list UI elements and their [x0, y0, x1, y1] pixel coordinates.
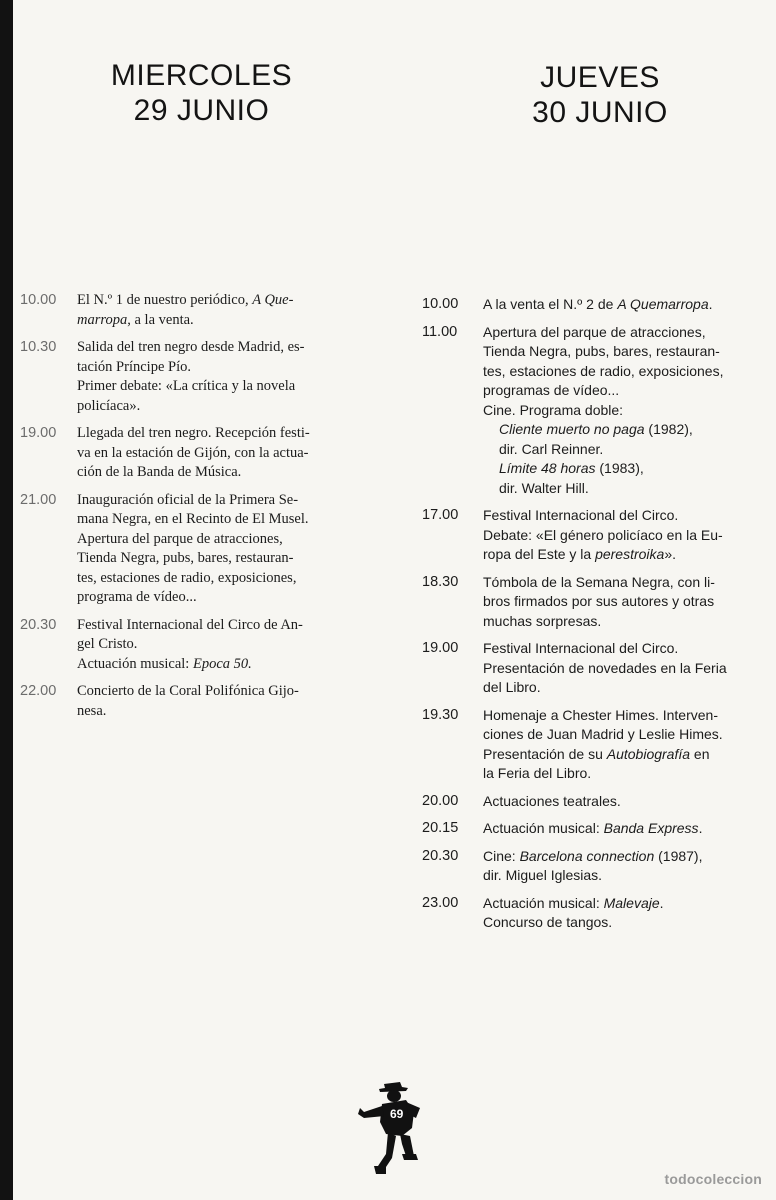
- event-time: 19.00: [20, 425, 57, 441]
- text-run: , a la venta.: [127, 311, 194, 328]
- event-description: [77, 682, 367, 721]
- italic-text: Cliente muerto no paga: [499, 421, 645, 437]
- event-time: 22.00: [20, 683, 57, 699]
- text-run: (1987),: [654, 847, 703, 864]
- event-description: [483, 894, 770, 933]
- text-run: Actuación musical:: [77, 655, 193, 672]
- event-time: 17.00: [422, 507, 459, 523]
- description-line: [483, 545, 770, 565]
- description-line: [77, 358, 367, 378]
- italic-text: Autobiografía: [606, 745, 691, 762]
- event-time: 23.00: [422, 894, 459, 911]
- text-run: muchas sorpresas.: [483, 612, 602, 629]
- description-line: [77, 311, 367, 331]
- text-run: Apertura del parque de atracciones,: [483, 323, 706, 340]
- description-line: [483, 913, 770, 933]
- text-run: Actuación musical:: [483, 894, 604, 911]
- logo-number: 69: [390, 1107, 404, 1121]
- event-description: [483, 323, 770, 499]
- schedule-entry: [422, 506, 770, 565]
- event-time: 11.00: [422, 323, 458, 340]
- description-line: [77, 491, 367, 511]
- text-run: Cine. Programa doble:: [483, 401, 624, 418]
- text-run: .: [698, 820, 703, 836]
- event-description: [483, 847, 770, 886]
- italic-text: perestroika: [595, 546, 665, 562]
- schedule-entry: [20, 682, 367, 721]
- text-run: ropa del Este y la: [483, 546, 596, 562]
- text-run: Tienda Negra, pubs, bares, restauran-: [483, 343, 720, 359]
- text-run: Llegada del tren negro. Recepción festi-: [77, 425, 310, 441]
- description-line: [77, 424, 367, 444]
- event-description: [483, 295, 770, 315]
- text-run: bros firmados por sus autores y otras: [483, 593, 715, 609]
- description-line: [483, 592, 770, 612]
- schedule-entry: [422, 847, 770, 886]
- description-line: [483, 745, 770, 765]
- event-time: 18.30: [422, 573, 459, 590]
- event-time: 21.00: [20, 491, 57, 508]
- event-description: [77, 338, 367, 416]
- text-run: Presentación de novedades en la Feria: [483, 659, 727, 676]
- description-line: [77, 569, 367, 589]
- event-time: 20.30: [20, 616, 57, 633]
- text-run: nesa.: [77, 702, 107, 719]
- event-time: 19.00: [422, 640, 459, 656]
- event-description: [77, 491, 367, 608]
- description-line: [483, 401, 770, 421]
- description-line: [77, 463, 367, 483]
- description-line: [483, 573, 770, 593]
- text-run: (1983),: [595, 460, 644, 476]
- description-line: [483, 792, 770, 812]
- schedule-entry: [422, 639, 770, 698]
- description-line: [483, 526, 770, 546]
- description-line: [483, 323, 770, 343]
- description-line: [77, 377, 367, 397]
- description-line: [77, 291, 367, 311]
- schedule-entry: [20, 338, 367, 416]
- description-line: [77, 702, 367, 722]
- event-time: 20.00: [422, 792, 459, 809]
- schedule-entry: [20, 291, 367, 330]
- text-run: Inauguración oficial de la Primera Se-: [77, 491, 299, 508]
- wednesday-schedule: [20, 291, 367, 729]
- italic-text: Barcelona connection: [519, 847, 655, 864]
- description-line: [483, 440, 770, 460]
- event-time: 20.15: [422, 820, 459, 836]
- event-description: [483, 506, 770, 565]
- text-run: Festival Internacional del Circo de An-: [77, 616, 303, 633]
- schedule-entry: [422, 894, 770, 933]
- text-run: del Libro.: [483, 679, 541, 695]
- italic-text: Límite 48 horas: [499, 460, 596, 476]
- text-run: Festival Internacional del Circo.: [483, 507, 679, 523]
- italic-text: A Quemarropa: [617, 296, 709, 312]
- text-run: dir. Carl Reinner.: [499, 440, 604, 457]
- description-line: [77, 635, 367, 655]
- schedule-entry: [422, 819, 770, 839]
- event-description: [483, 706, 770, 784]
- text-run: Presentación de su: [483, 745, 607, 762]
- event-description: [77, 291, 367, 330]
- event-time: 10.30: [20, 339, 57, 355]
- text-run: tes, estaciones de radio, exposiciones,: [483, 362, 724, 379]
- italic-text: marropa: [77, 311, 128, 328]
- text-run: gel Cristo.: [77, 636, 138, 652]
- description-line: [77, 338, 367, 358]
- schedule-entry: [422, 323, 770, 499]
- italic-text: Banda Express: [603, 820, 699, 836]
- thursday-schedule: [422, 295, 770, 941]
- description-line: [483, 459, 770, 479]
- text-run: Primer debate: «La crítica y la novela: [77, 378, 296, 394]
- text-run: Debate: «El género policíaco en la Eu-: [483, 526, 723, 543]
- description-line: [77, 530, 367, 550]
- thursday-heading: [485, 60, 715, 130]
- text-run: va en la estación de Gijón, con la actua-: [77, 444, 309, 461]
- description-line: [483, 659, 770, 679]
- text-run: Cine:: [483, 847, 520, 864]
- text-run: tación Príncipe Pío.: [77, 358, 191, 375]
- description-line: [483, 866, 770, 886]
- event-time: 10.00: [20, 292, 57, 308]
- description-line: [483, 342, 770, 362]
- event-description: [483, 792, 770, 812]
- watermark: todocoleccion: [664, 1171, 762, 1187]
- date-label: 29 JUNIO: [133, 94, 270, 127]
- text-run: en: [690, 745, 710, 762]
- text-run: Actuación musical:: [483, 820, 604, 836]
- description-line: [483, 612, 770, 632]
- description-line: [483, 894, 770, 914]
- description-line: [483, 678, 770, 698]
- text-run: mana Negra, en el Recinto de El Musel.: [77, 511, 309, 527]
- text-run: Apertura del parque de atracciones,: [77, 530, 283, 547]
- italic-text: Malevaje: [603, 894, 660, 911]
- text-run: programas de vídeo...: [483, 382, 620, 398]
- text-run: .: [708, 296, 713, 312]
- text-run: la Feria del Libro.: [483, 765, 592, 781]
- text-run: programa de vídeo...: [77, 589, 197, 605]
- schedule-entry: [422, 295, 770, 315]
- text-run: Homenaje a Chester Himes. Interven-: [483, 706, 718, 723]
- description-line: [483, 420, 770, 440]
- description-line: [77, 549, 367, 569]
- text-run: ción de la Banda de Música.: [77, 464, 242, 480]
- event-time: 20.30: [422, 847, 459, 864]
- text-run: Actuaciones teatrales.: [483, 792, 621, 809]
- description-line: [483, 639, 770, 659]
- text-run: Salida del tren negro desde Madrid, es-: [77, 339, 305, 355]
- schedule-entry: [20, 616, 367, 675]
- description-line: [483, 764, 770, 784]
- italic-text: Epoca 50.: [192, 655, 252, 672]
- description-line: [483, 819, 770, 839]
- description-line: [77, 588, 367, 608]
- description-line: [77, 510, 367, 530]
- description-line: [77, 616, 367, 636]
- text-run: Concurso de tangos.: [483, 914, 613, 930]
- schedule-entry: [422, 792, 770, 812]
- day-label: MIERCOLES: [110, 59, 293, 92]
- text-run: Concierto de la Coral Polifónica Gijo-: [77, 683, 299, 699]
- text-run: dir. Walter Hill.: [499, 479, 589, 496]
- event-description: [483, 573, 770, 632]
- schedule-entry: [422, 706, 770, 784]
- description-line: [77, 655, 367, 675]
- description-line: [483, 381, 770, 401]
- text-run: El N.º 1 de nuestro periódico,: [77, 292, 253, 308]
- description-line: [483, 706, 770, 726]
- text-run: Tienda Negra, pubs, bares, restauran-: [77, 550, 294, 566]
- text-run: .: [659, 894, 664, 911]
- text-run: policíaca».: [77, 397, 141, 414]
- date-label: 30 JUNIO: [532, 96, 668, 129]
- description-line: [483, 479, 770, 499]
- running-man-icon: [356, 1078, 426, 1182]
- text-run: Festival Internacional del Circo.: [483, 640, 679, 656]
- schedule-entry: [20, 491, 367, 608]
- description-line: [483, 847, 770, 867]
- text-run: tes, estaciones de radio, exposiciones,: [77, 569, 297, 586]
- schedule-entry: [20, 424, 367, 483]
- event-description: [483, 639, 770, 698]
- text-run: ».: [664, 546, 677, 562]
- description-line: [483, 295, 770, 315]
- description-line: [77, 444, 367, 464]
- text-run: A la venta el N.º 2 de: [483, 296, 618, 312]
- event-time: 10.00: [422, 296, 459, 312]
- event-description: [77, 616, 367, 675]
- description-line: [483, 725, 770, 745]
- description-line: [483, 506, 770, 526]
- wednesday-heading: [99, 58, 304, 128]
- schedule-entry: [422, 573, 770, 632]
- description-line: [77, 682, 367, 702]
- text-run: (1982),: [644, 421, 693, 437]
- description-line: [483, 362, 770, 382]
- text-run: ciones de Juan Madrid y Leslie Himes.: [483, 726, 723, 742]
- page-spine: [0, 0, 13, 1200]
- text-run: dir. Miguel Iglesias.: [483, 867, 603, 883]
- event-description: [77, 424, 367, 483]
- event-time: 19.30: [422, 706, 459, 723]
- event-description: [483, 819, 770, 839]
- text-run: Tómbola de la Semana Negra, con li-: [483, 573, 715, 590]
- italic-text: A Que-: [252, 292, 294, 308]
- day-label: JUEVES: [540, 61, 660, 94]
- description-line: [77, 397, 367, 417]
